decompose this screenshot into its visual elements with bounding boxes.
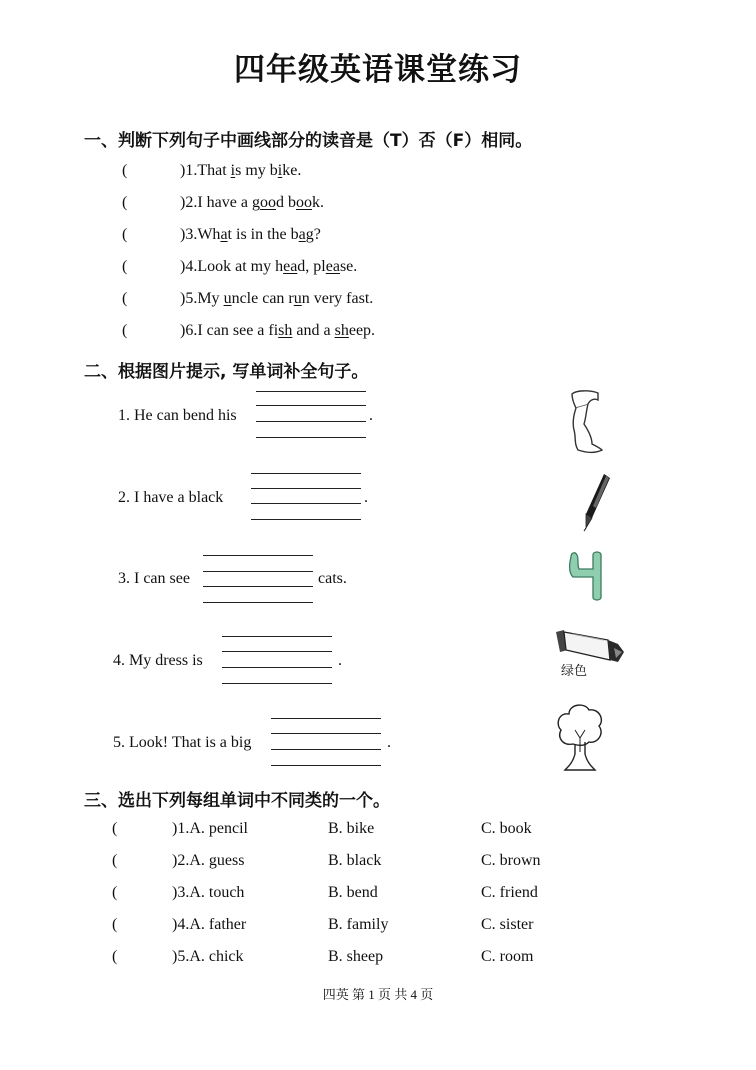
answer-paren-close: ) [180,226,186,243]
judge-sentence-4 [180,258,357,276]
underlined-letters: ea [283,258,298,275]
sentence-text: se. [339,258,358,275]
judge-sentence-5 [180,290,373,308]
sentence-text: d, pl [297,258,326,275]
answer-paren-open: ( [122,290,128,307]
answer-paren-close: ) [180,162,186,179]
answer-blank[interactable] [130,322,178,340]
underlined-letters: i [230,162,236,179]
tree-icon [555,700,605,774]
answer-paren-close: ) [180,322,186,339]
question-number: 3. [185,226,198,243]
option-a: )3.A. touch [172,884,245,901]
answer-line[interactable] [251,503,361,504]
sentence-text: That [197,162,231,179]
answer-blank[interactable] [130,258,178,276]
answer-line[interactable] [271,765,381,766]
leg-icon [562,388,612,458]
underlined-letters: sh [334,322,349,339]
answer-line[interactable] [271,749,381,750]
sentence-text: g? [305,226,321,243]
answer-paren-open: ( [112,820,118,837]
answer-line[interactable] [256,391,366,392]
sentence-text: I have a g [197,194,260,211]
question-number: 2. [185,194,198,211]
judge-sentence-3 [180,226,321,244]
sentence-end: . [364,489,368,506]
answer-line[interactable] [222,636,332,637]
sentence-text: Wh [197,226,221,243]
picture-label: 绿色 [561,664,588,679]
answer-blank[interactable] [120,820,170,838]
answer-paren-open: ( [122,258,128,275]
page-footer: 四英 第 1 页 共 4 页 [322,987,434,1002]
sentence-text: ncle can r [231,290,294,307]
answer-paren-open: ( [112,884,118,901]
option-b: B. bike [328,820,375,837]
answer-paren-close: ) [180,290,186,307]
answer-line[interactable] [251,519,361,520]
question-number: 6. [185,322,198,339]
sentence-text: ke. [282,162,302,179]
underlined-letters: oo [295,194,312,211]
answer-paren-open: ( [112,948,118,965]
underlined-letters: oo [259,194,276,211]
answer-paren-open: ( [122,194,128,211]
pen-icon [576,470,616,532]
answer-line[interactable] [271,718,381,719]
answer-line[interactable] [271,733,381,734]
section3-heading: 三、选出下列每组单词中不同类的一个。 [84,791,390,811]
answer-paren-open: ( [122,322,128,339]
answer-paren-close: ) [180,194,186,211]
fill-sentence-1: 1. He can bend his [118,407,237,424]
underlined-letters: u [223,290,232,307]
answer-blank[interactable] [130,162,178,180]
section2-heading: 二、根据图片提示, 写单词补全句子。 [84,362,369,382]
fill-sentence-2: 2. I have a black [118,489,224,506]
underlined-letters: u [293,290,302,307]
sentence-text: k. [311,194,324,211]
option-b: B. bend [328,884,378,901]
sentence-text: d b [275,194,296,211]
answer-blank[interactable] [130,290,178,308]
answer-blank[interactable] [130,194,178,212]
sentence-text: Look at my h [197,258,284,275]
option-a: )2.A. guess [172,852,245,869]
answer-blank[interactable] [120,884,170,902]
answer-line[interactable] [222,667,332,668]
sentence-text: My [197,290,224,307]
fill-sentence-5: 5. Look! That is a big [113,734,252,751]
option-a: )1.A. pencil [172,820,248,837]
option-c: C. brown [481,852,541,869]
sentence-text: t is in the b [227,226,299,243]
answer-line[interactable] [256,421,366,422]
sentence-text: eep. [348,322,376,339]
option-a: )4.A. father [172,916,247,933]
answer-paren-open: ( [112,916,118,933]
answer-line[interactable] [251,488,361,489]
sentence-text: n very fast. [301,290,374,307]
sentence-end: . [369,407,373,424]
answer-blank[interactable] [120,852,170,870]
sentence-text: s my b [235,162,278,179]
option-b: B. family [328,916,389,933]
judge-sentence-1 [180,162,301,180]
answer-blank[interactable] [130,226,178,244]
answer-line[interactable] [222,683,332,684]
number-four-icon [565,547,611,603]
sentence-text: and a [292,322,335,339]
answer-paren-open: ( [112,852,118,869]
question-number: 4. [185,258,198,275]
option-b: B. black [328,852,382,869]
option-b: B. sheep [328,948,384,965]
underlined-letters: sh [278,322,293,339]
fill-sentence-4: 4. My dress is [113,652,203,669]
answer-line[interactable] [251,473,361,474]
question-number: 5. [185,290,198,307]
answer-paren-open: ( [122,162,128,179]
underlined-letters: i [277,162,283,179]
judge-sentence-2 [180,194,324,212]
page-title: 四年级英语课堂练习 [234,52,522,88]
answer-line[interactable] [203,571,313,572]
option-c: C. room [481,948,534,965]
option-c: C. sister [481,916,534,933]
fill-sentence-3: 3. I can see [118,570,190,587]
answer-paren-close: ) [180,258,186,275]
underlined-letters: ea [325,258,340,275]
underlined-letters: a [298,226,306,243]
underlined-letters: a [220,226,228,243]
question-number: 1. [185,162,198,179]
sentence-end: cats. [318,570,347,587]
option-c: C. book [481,820,532,837]
answer-line[interactable] [256,405,366,406]
option-c: C. friend [481,884,538,901]
judge-sentence-6 [180,322,375,340]
answer-line[interactable] [256,437,366,438]
answer-blank[interactable] [120,948,170,966]
answer-paren-open: ( [122,226,128,243]
option-a: )5.A. chick [172,948,244,965]
answer-line[interactable] [203,586,313,587]
answer-blank[interactable] [120,916,170,934]
section1-heading: 一、判断下列句子中画线部分的读音是（T）否（F）相同。 [84,131,533,151]
answer-line[interactable] [203,602,313,603]
answer-line[interactable] [203,555,313,556]
sentence-end: . [387,734,391,751]
answer-line[interactable] [222,651,332,652]
sentence-end: . [338,652,342,669]
sentence-text: I can see a fi [197,322,279,339]
